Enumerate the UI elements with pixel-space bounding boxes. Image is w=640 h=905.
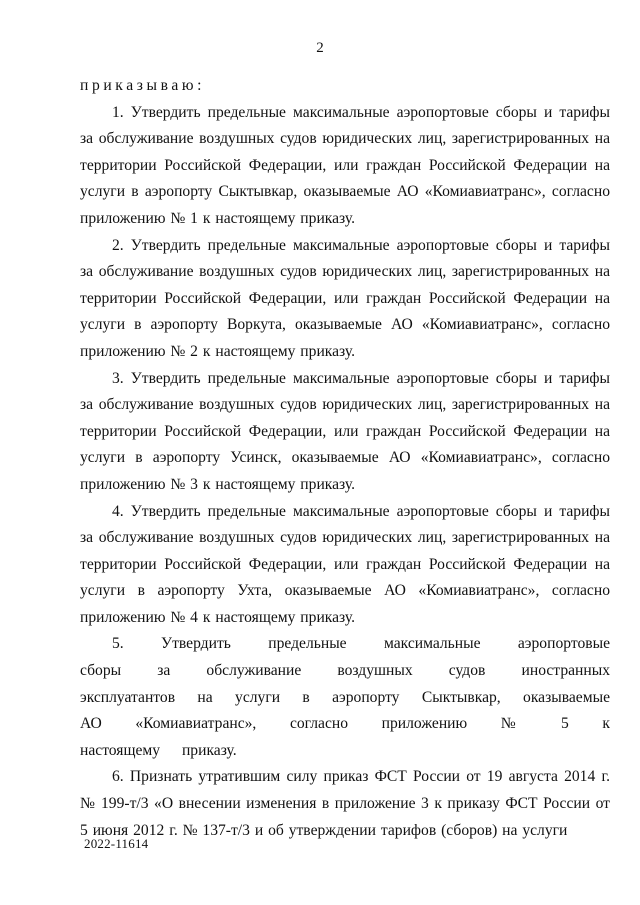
paragraph-1: 1. Утвердить предельные максимальные аэропортовые сборы и тарифы за обслуживание воздушных судов юридических лиц, зарегистрированных на территории Российской Федерации, или граждан Российской Федерации на услуги в аэропорту Сыктывкар, оказываемые АО «Комиавиатранс», согласно приложению № 1 к настоящему приказу. — [80, 103, 610, 227]
paragraph-2: 2. Утвердить предельные максимальные аэропортовые сборы и тарифы за обслуживание воздушных судов юридических лиц, зарегистрированных на территории Российской Федерации, или граждан Российской Федерации на услуги в аэропорту Воркута, оказываемые АО «Комиавиатранс», согласно приложению № 2 к настоящему приказу. — [80, 236, 610, 360]
paragraph-6: 6. Признать утратившим силу приказ ФСТ России от 19 августа 2014 г. № 199-т/3 «О внесении изменения в приложение 3 к приказу ФСТ России от 5 июня 2012 г. № 137-т/3 и об утверждении тарифов (сборов) на услуги — [80, 768, 610, 839]
page-number: 2 — [316, 40, 324, 56]
paragraph-5: 5. Утвердить предельные максимальные аэропортовые сборы за обслуживание воздушных судов иностранных эксплуатантов на услуги в аэропорту Сыктывкар, оказываемые АО «Комиавиатранс», согласно приложению № 5 к настоящему приказу. — [80, 635, 610, 759]
order-lead-word: приказываю: — [80, 77, 206, 94]
paragraph-3: 3. Утвердить предельные максимальные аэропортовые сборы и тарифы за обслуживание воздушных судов юридических лиц, зарегистрированных на территории Российской Федерации, или граждан Российской Федерации на услуги в аэропорту Усинск, оказываемые АО «Комиавиатранс», согласно приложению № 3 к настоящему приказу. — [80, 369, 610, 493]
document-registration-code: 2022-11614 — [84, 836, 149, 851]
paragraph-4: 4. Утвердить предельные максимальные аэропортовые сборы и тарифы за обслуживание воздушных судов юридических лиц, зарегистрированных на территории Российской Федерации, или граждан Российской Федерации на услуги в аэропорту Ухта, оказываемые АО «Комиавиатранс», согласно приложению № 4 к настоящему приказу. — [80, 502, 610, 626]
document-body — [80, 73, 610, 844]
